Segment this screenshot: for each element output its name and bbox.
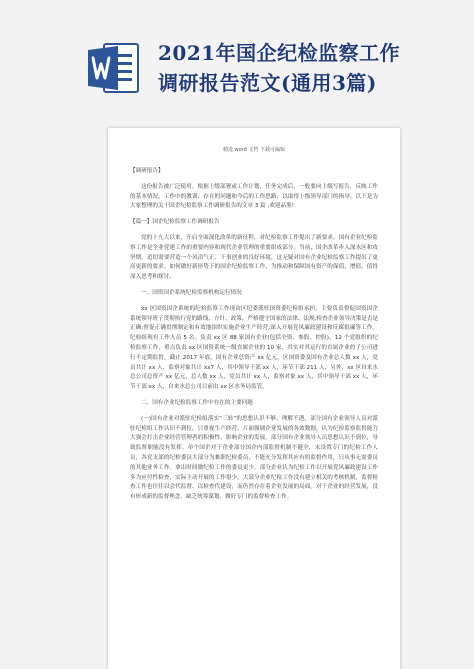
section-heading: 一、国资国企系统纪检监察机构运行情况 <box>141 289 242 296</box>
document-content <box>108 153 400 503</box>
body-paragraph: 这份报告被广泛使用。根据上级部署或工作计划，任务完成后，一般要向上级写报告，反映工作的基本情况、工作中的教训、存在的问题和今后的工作思路，以取得上级领导部门的指导。以下是为大家整理的关于国企纪检监察工作调研报告的文章 3 篇 ,欢迎品鉴! <box>130 183 378 210</box>
section-heading: 二、国有企业纪检监察工作中存在的主要问题 <box>141 399 253 406</box>
page-header-text: 精选 word 文档 下载可编辑 <box>222 147 286 153</box>
body-paragraph: 党的十九大以来，开启全面深化改革的新征程，对纪检监察工作提出了新要求。国有企业纪检监察工作是全业党建工作的重要内容和现代企业管理的重要组成部分。当前，国企改革步入深水区和攻坚期，追切需要营造一个风清气正、干事创业的良好环境，这无疑对国有企业纪检监察工作提出了更高更新的要求。如何做好新形势下的国企纪检监察工作，为推动和保障国有资产的保值、增值，值得深入思考和探讨。 <box>130 234 378 281</box>
header <box>0 0 474 118</box>
title-line-1: 2021年国企纪检监察工作 <box>158 41 401 65</box>
word-document-icon <box>86 40 142 96</box>
section-heading: 【调研报告】 <box>130 168 164 174</box>
body-paragraph: (一)国有企业对派驻纪检组落实“三转”的思想认识不够、理解不透，部分国有企业领导人员对派驻纪检组工作认识不到位，只重视生产经营，片面强调企业发展的各效数据，认为纪检监察监督能力大强会打击企业经营管理者的积极性，影响企业的发展。部分国有企业领导人员思想认识不到位，导致监督职能没有发挥。单个国企对于企业部分国企内部监督机制不健全，未设置专门的纪检工作人员，各党支部的纪检委员大部分为兼职纪检委员，不能充分发挥其应有的监督作用，只从事无需委员的其他业务工作。拿出时间做纪检工作的委员更少，部分企业认为纪检工作以开展党风廉政建设工作多为应付性检查，实际主动开展的工作很少，大部分企业纪检工作没有建立相关的考核机制，监督检查工作也往往以会代监督、以检查代建设，而仍然存在着企业发展的局面。对于企业的经营发展，没有形成新的监督理念，缺乏统筹谋划、做好专门的监督检查工作。 <box>130 415 378 501</box>
section-heading: 【篇一】国企纪检监察工作调研报告 <box>130 219 220 226</box>
title-line-2: 调研报告范文(通用3篇) <box>158 71 377 95</box>
body-paragraph: xx 区国资国企系统的纪检监察工作现由区纪委派驻国资委纪检组承担，主要负责督促国资国企系统领导班子贯彻执行党的路线、方针、政策，严格遵守国家的法律、法规;检查企业领导决策是否是正确;督促正确贯彻制定和有效地组织实施企业生产经营;深入开展党风廉政建设和反腐倡廉等工作。纪检组现有工作人员 5 名。负责 xx 区 88 家国有企业(包括全资、参股、控股)、12 个党组织的纪检监察工作，重点负责 xx 区国资系统一级直属企业的 10 家，其实对其运行的直属企业的子公司进行不定期监督。截止 2017 年底，国有企业总资产 xx 亿元，区国资委及国有企业总人数 xx 人，党员共计 xx 人，监察对象共计 xx7 人，其中领导干部 xx 人，环节干部 211 人，另外，xx 区自来水总公司总资产 xx 亿元，总人数 xx 人，党员共计 xx 人，监察对象 xx 人，其中领导干部 xx 人，环节干部 xx 人，自来水总公司目前由 xx 区水务局监管。 <box>130 305 379 391</box>
page-title <box>158 38 458 98</box>
document-page <box>108 128 400 669</box>
